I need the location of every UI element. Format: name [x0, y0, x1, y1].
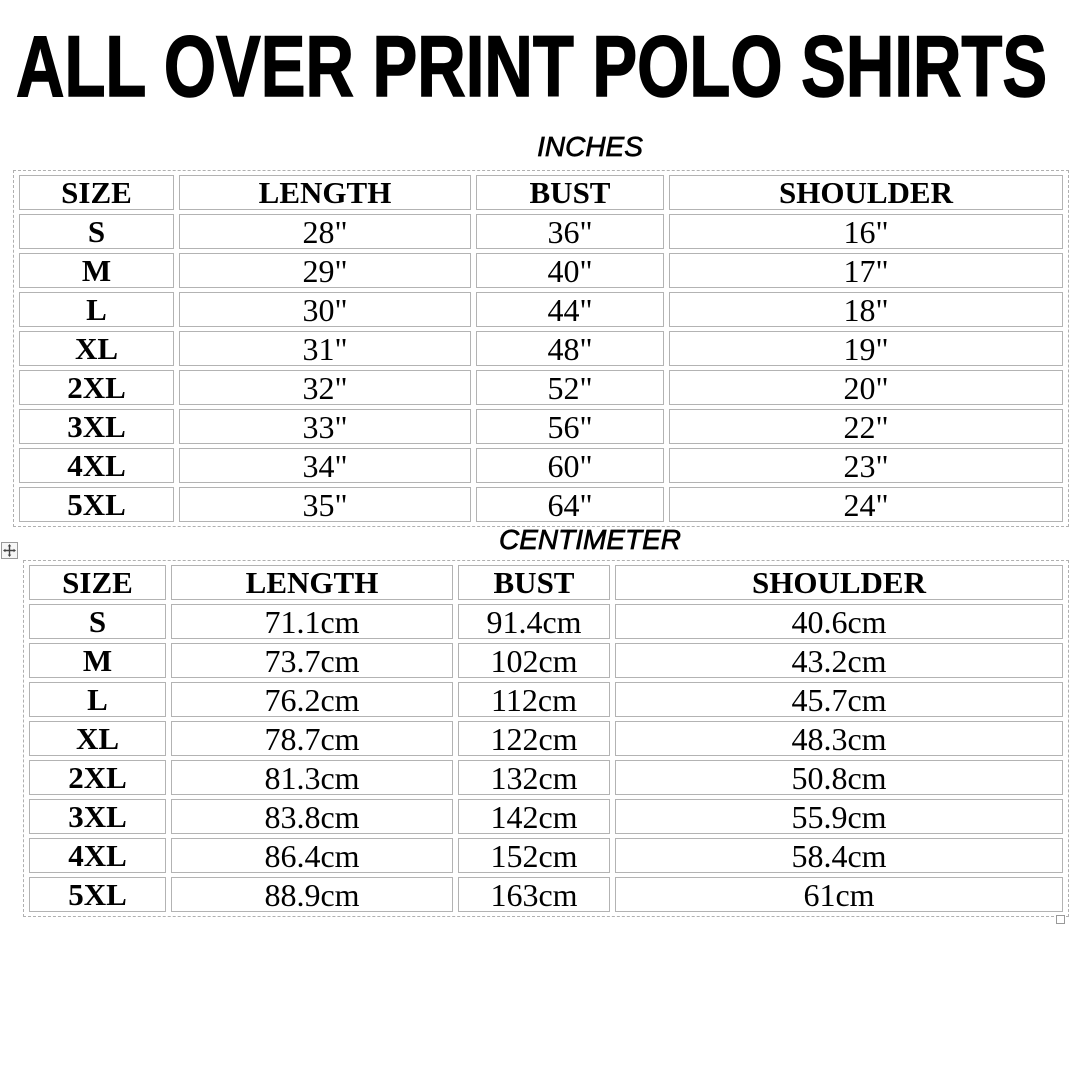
inches-caption: INCHES: [537, 131, 643, 162]
value-cell: 132cm: [458, 760, 610, 795]
value-cell: 78.7cm: [171, 721, 453, 756]
size-cell: 2XL: [29, 760, 166, 795]
value-cell: 36": [476, 214, 664, 249]
table-row: [19, 292, 1063, 327]
table-row: [29, 760, 1063, 795]
table-row: [19, 214, 1063, 249]
table-row: [29, 838, 1063, 873]
four-way-arrow-icon: [3, 544, 16, 557]
size-cell: 4XL: [29, 838, 166, 873]
value-cell: 18": [669, 292, 1063, 327]
size-cell: 2XL: [19, 370, 174, 405]
value-cell: 48": [476, 331, 664, 366]
value-cell: 60": [476, 448, 664, 483]
table-row: [29, 721, 1063, 756]
value-cell: 23": [669, 448, 1063, 483]
column-header-size: SIZE: [19, 175, 174, 210]
size-cell: L: [29, 682, 166, 717]
table-row: [29, 799, 1063, 834]
value-cell: 91.4cm: [458, 604, 610, 639]
value-cell: 19": [669, 331, 1063, 366]
value-cell: 30": [179, 292, 471, 327]
size-cell: XL: [19, 331, 174, 366]
value-cell: 83.8cm: [171, 799, 453, 834]
table-row: [29, 682, 1063, 717]
value-cell: 50.8cm: [615, 760, 1063, 795]
value-cell: 43.2cm: [615, 643, 1063, 678]
size-cell: S: [29, 604, 166, 639]
size-cell: M: [19, 253, 174, 288]
table-row: [19, 448, 1063, 483]
value-cell: 28": [179, 214, 471, 249]
value-cell: 122cm: [458, 721, 610, 756]
table-row: [19, 409, 1063, 444]
value-cell: 24": [669, 487, 1063, 522]
value-cell: 32": [179, 370, 471, 405]
table-row: [29, 643, 1063, 678]
value-cell: 86.4cm: [171, 838, 453, 873]
size-cell: S: [19, 214, 174, 249]
centimeter-size-table: [24, 561, 1068, 916]
value-cell: 17": [669, 253, 1063, 288]
centimeter-table-container: [23, 560, 1069, 917]
table-row: [19, 331, 1063, 366]
value-cell: 58.4cm: [615, 838, 1063, 873]
value-cell: 16": [669, 214, 1063, 249]
column-header-shoulder: SHOULDER: [669, 175, 1063, 210]
value-cell: 64": [476, 487, 664, 522]
size-cell: 3XL: [19, 409, 174, 444]
value-cell: 31": [179, 331, 471, 366]
table-move-handle-icon[interactable]: [1, 542, 18, 559]
value-cell: 35": [179, 487, 471, 522]
value-cell: 33": [179, 409, 471, 444]
table-row: [19, 370, 1063, 405]
value-cell: 52": [476, 370, 664, 405]
centimeter-caption: CENTIMETER: [499, 524, 681, 555]
size-cell: M: [29, 643, 166, 678]
size-cell: XL: [29, 721, 166, 756]
size-cell: 5XL: [19, 487, 174, 522]
size-cell: 4XL: [19, 448, 174, 483]
value-cell: 45.7cm: [615, 682, 1063, 717]
value-cell: 163cm: [458, 877, 610, 912]
value-cell: 56": [476, 409, 664, 444]
size-cell: L: [19, 292, 174, 327]
table-row: [19, 487, 1063, 522]
header-row: [29, 565, 1063, 600]
table-resize-handle[interactable]: [1056, 915, 1065, 924]
inches-size-table: [14, 171, 1068, 526]
value-cell: 76.2cm: [171, 682, 453, 717]
column-header-shoulder: SHOULDER: [615, 565, 1063, 600]
table-row: [19, 253, 1063, 288]
value-cell: 40": [476, 253, 664, 288]
column-header-length: LENGTH: [179, 175, 471, 210]
table-row: [29, 877, 1063, 912]
column-header-bust: BUST: [476, 175, 664, 210]
value-cell: 142cm: [458, 799, 610, 834]
value-cell: 88.9cm: [171, 877, 453, 912]
value-cell: 81.3cm: [171, 760, 453, 795]
value-cell: 71.1cm: [171, 604, 453, 639]
column-header-size: SIZE: [29, 565, 166, 600]
value-cell: 29": [179, 253, 471, 288]
value-cell: 55.9cm: [615, 799, 1063, 834]
size-cell: 5XL: [29, 877, 166, 912]
value-cell: 152cm: [458, 838, 610, 873]
value-cell: 61cm: [615, 877, 1063, 912]
value-cell: 73.7cm: [171, 643, 453, 678]
value-cell: 22": [669, 409, 1063, 444]
value-cell: 40.6cm: [615, 604, 1063, 639]
column-header-bust: BUST: [458, 565, 610, 600]
header-row: [19, 175, 1063, 210]
value-cell: 112cm: [458, 682, 610, 717]
size-cell: 3XL: [29, 799, 166, 834]
page-title: ALL OVER PRINT POLO SHIRTS: [16, 19, 1048, 115]
value-cell: 44": [476, 292, 664, 327]
column-header-length: LENGTH: [171, 565, 453, 600]
value-cell: 20": [669, 370, 1063, 405]
table-row: [29, 604, 1063, 639]
value-cell: 34": [179, 448, 471, 483]
value-cell: 102cm: [458, 643, 610, 678]
value-cell: 48.3cm: [615, 721, 1063, 756]
inches-table-container: [13, 170, 1069, 527]
